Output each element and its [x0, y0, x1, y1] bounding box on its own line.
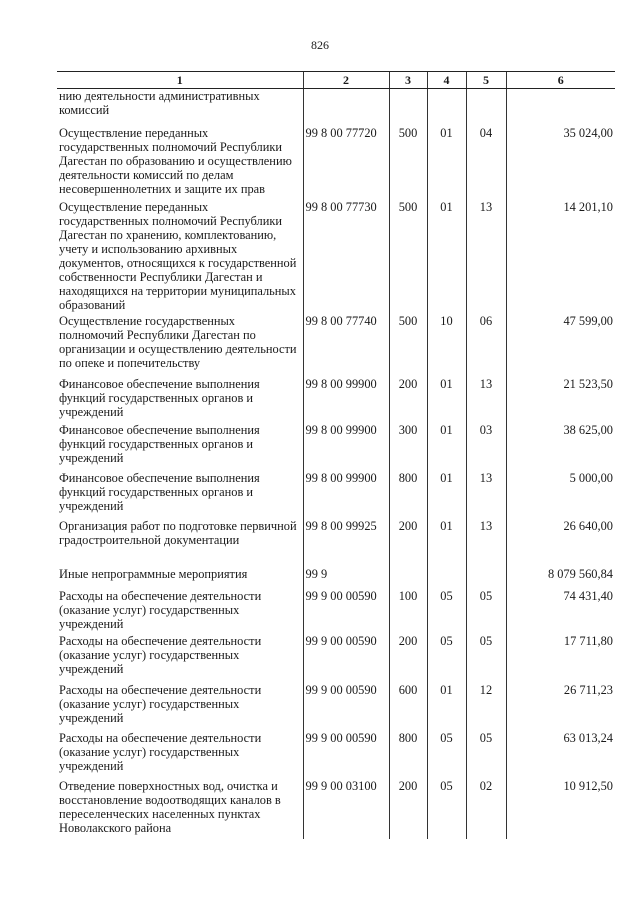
row-sum: 21 523,50 — [506, 375, 615, 421]
row-name: нию деятельности административных комиссий — [59, 89, 260, 117]
row-pr: 06 — [466, 312, 506, 375]
table-row — [57, 565, 615, 587]
row-code: 99 8 00 99925 — [303, 517, 389, 565]
row-vr: 200 — [389, 777, 427, 839]
budget-table — [57, 71, 615, 839]
row-name: Иные непрограммные мероприятия — [59, 566, 248, 581]
table-row — [57, 421, 615, 469]
row-pr: 03 — [466, 421, 506, 469]
row-code: 99 9 — [303, 565, 389, 587]
row-pr: 04 — [466, 124, 506, 198]
row-sum: 14 201,10 — [506, 198, 615, 312]
table-row — [57, 375, 615, 421]
row-name: Отведение поверхностных вод, очистка и восстановление водоотводящих каналов в переселенческих населенных пунктах Новолакского района — [59, 778, 281, 835]
row-rz: 01 — [427, 198, 466, 312]
row-code: 99 8 00 77730 — [303, 198, 389, 312]
row-sum: 10 912,50 — [506, 777, 615, 839]
row-sum: 5 000,00 — [506, 469, 615, 517]
row-pr: 05 — [466, 632, 506, 681]
row-name: Расходы на обеспечение деятельности (оказание услуг) государственных учреждений — [59, 682, 262, 725]
row-sum: 17 711,80 — [506, 632, 615, 681]
row-name: Финансовое обеспечение выполнения функций государственных органов и учреждений — [59, 376, 260, 419]
row-rz — [427, 565, 466, 587]
column-header: 2 — [303, 72, 389, 89]
table-row — [57, 198, 615, 312]
row-name: Осуществление переданных государственных полномочий Республики Дагестан по образованию и осуществлению деятельности комиссий по делам несовершеннолетних и защите их прав — [59, 125, 292, 196]
row-code: 99 8 00 77740 — [303, 312, 389, 375]
row-rz: 01 — [427, 124, 466, 198]
row-vr: 200 — [389, 375, 427, 421]
table-row — [57, 729, 615, 777]
row-code: 99 9 00 00590 — [303, 587, 389, 632]
row-rz: 05 — [427, 729, 466, 777]
row-rz: 01 — [427, 421, 466, 469]
table-row — [57, 469, 615, 517]
row-pr: 12 — [466, 681, 506, 729]
row-vr — [389, 565, 427, 587]
row-sum: 38 625,00 — [506, 421, 615, 469]
row-pr: 05 — [466, 587, 506, 632]
row-name: Расходы на обеспечение деятельности (оказание услуг) государственных учреждений — [59, 633, 262, 676]
row-sum: 35 024,00 — [506, 124, 615, 198]
row-rz: 01 — [427, 375, 466, 421]
row-vr: 100 — [389, 587, 427, 632]
row-code: 99 9 00 00590 — [303, 681, 389, 729]
row-pr — [466, 565, 506, 587]
table-row — [57, 89, 615, 124]
row-code: 99 8 00 99900 — [303, 421, 389, 469]
row-vr: 500 — [389, 198, 427, 312]
row-sum: 8 079 560,84 — [506, 565, 615, 587]
row-code — [303, 89, 389, 124]
table-row — [57, 777, 615, 839]
row-rz: 05 — [427, 777, 466, 839]
row-rz — [427, 89, 466, 124]
page-number: 826 — [311, 38, 329, 52]
row-sum: 74 431,40 — [506, 587, 615, 632]
row-code: 99 9 00 03100 — [303, 777, 389, 839]
row-pr: 13 — [466, 375, 506, 421]
row-rz: 01 — [427, 469, 466, 517]
row-pr: 02 — [466, 777, 506, 839]
row-vr: 200 — [389, 632, 427, 681]
row-code: 99 9 00 00590 — [303, 729, 389, 777]
row-sum: 47 599,00 — [506, 312, 615, 375]
row-code: 99 8 00 99900 — [303, 375, 389, 421]
row-pr: 13 — [466, 517, 506, 565]
column-header: 1 — [57, 72, 303, 89]
row-vr: 800 — [389, 469, 427, 517]
row-code: 99 8 00 99900 — [303, 469, 389, 517]
row-pr — [466, 89, 506, 124]
row-vr: 200 — [389, 517, 427, 565]
row-pr: 13 — [466, 198, 506, 312]
table-row — [57, 312, 615, 375]
row-vr: 600 — [389, 681, 427, 729]
row-rz: 10 — [427, 312, 466, 375]
table-row — [57, 681, 615, 729]
row-sum: 26 640,00 — [506, 517, 615, 565]
row-vr: 500 — [389, 312, 427, 375]
row-vr — [389, 89, 427, 124]
row-vr: 300 — [389, 421, 427, 469]
row-name: Осуществление государственных полномочий Республики Дагестан по организации и осуществлению деятельности по опеке и попечительству — [59, 313, 297, 370]
table-body — [57, 89, 615, 839]
row-sum: 63 013,24 — [506, 729, 615, 777]
row-code: 99 8 00 77720 — [303, 124, 389, 198]
row-pr: 13 — [466, 469, 506, 517]
row-rz: 01 — [427, 681, 466, 729]
row-sum — [506, 89, 615, 124]
column-header: 4 — [427, 72, 466, 89]
row-name: Осуществление переданных государственных полномочий Республики Дагестан по хранению, комплектованию, учету и использованию архивных документов, относящихся к государственной собственности Республики Дагестан и находящихся на территории муниципальных образований — [59, 199, 297, 312]
row-name: Финансовое обеспечение выполнения функций государственных органов и учреждений — [59, 470, 260, 513]
row-rz: 05 — [427, 632, 466, 681]
row-pr: 05 — [466, 729, 506, 777]
row-name: Финансовое обеспечение выполнения функций государственных органов и учреждений — [59, 422, 260, 465]
row-name: Организация работ по подготовке первичной градостроительной документации — [59, 518, 297, 547]
table-header-row — [57, 72, 615, 89]
table-row — [57, 124, 615, 198]
row-name: Расходы на обеспечение деятельности (оказание услуг) государственных учреждений — [59, 730, 262, 773]
table-row — [57, 587, 615, 632]
row-rz: 01 — [427, 517, 466, 565]
row-vr: 500 — [389, 124, 427, 198]
row-name: Расходы на обеспечение деятельности (оказание услуг) государственных учреждений — [59, 588, 262, 631]
table-row — [57, 632, 615, 681]
column-header: 6 — [506, 72, 615, 89]
row-code: 99 9 00 00590 — [303, 632, 389, 681]
row-sum: 26 711,23 — [506, 681, 615, 729]
column-header: 3 — [389, 72, 427, 89]
row-vr: 800 — [389, 729, 427, 777]
table-row — [57, 517, 615, 565]
column-header: 5 — [466, 72, 506, 89]
row-rz: 05 — [427, 587, 466, 632]
